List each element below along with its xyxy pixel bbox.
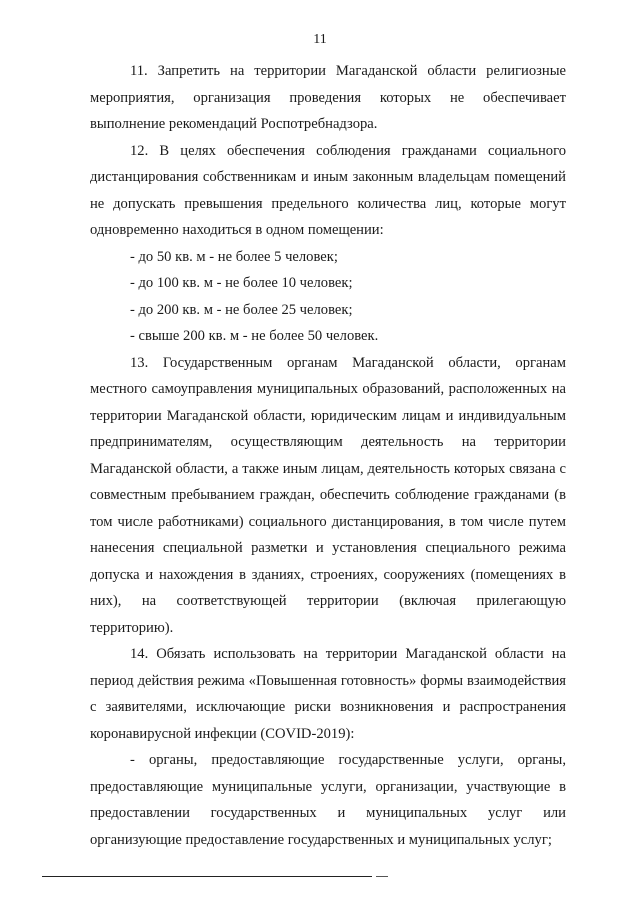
document-body	[90, 58, 566, 853]
footer-rule	[42, 876, 372, 877]
list-item: - свыше 200 кв. м - не более 50 человек.	[130, 328, 379, 344]
paragraph-11: 11. Запретить на территории Магаданской области религиозные мероприятия, организация проведения которых не обеспечивает выполнение рекомендаций Роспотребнадзора.	[90, 63, 566, 132]
paragraph-14-list-item: - органы, предоставляющие государственные услуги, органы, предоставляющие муниципальные услуги, организации, участвующие в предоставлении государственных и муниципальных услуг или организующие предоставление государственных и муниципальных услуг;	[90, 752, 566, 848]
paragraph-12: 12. В целях обеспечения соблюдения гражданами социального дистанцирования собственникам и иным законным владельцам помещений не допускать превышения предельного количества лиц, которые могут одновременно находиться в одном помещении:	[90, 142, 566, 238]
page-number: 11	[313, 32, 327, 47]
footer-rule-tick	[376, 876, 388, 877]
list-item: - до 50 кв. м - не более 5 человек;	[130, 248, 338, 265]
list-item: - до 200 кв. м - не более 25 человек;	[130, 301, 353, 318]
paragraph-13: 13. Государственным органам Магаданской области, органам местного самоуправления муниципальных образований, расположенных на территории Магаданской области, юридическим лицам и индивидуальным предпринимателям, осуществляющим деятельность на территории Магаданской области, а также иным лицам, деятельность которых связана с совместным пребыванием граждан, обеспечить соблюдение гражданами (в том числе работниками) социального дистанцирования, в том числе путем нанесения специальной разметки и установления специального режима допуска и нахождения в зданиях, строениях, сооружениях (помещениях в них), на соответствующей территории (включая прилегающую территорию).	[90, 354, 566, 636]
list-item: - до 100 кв. м - не более 10 человек;	[130, 275, 353, 291]
paragraph-14: 14. Обязать использовать на территории Магаданской области на период действия режима «Повышенная готовность» формы взаимодействия с заявителями, исключающие риски возникновения и распространения коронавирусной инфекции (COVID-2019):	[90, 646, 566, 742]
